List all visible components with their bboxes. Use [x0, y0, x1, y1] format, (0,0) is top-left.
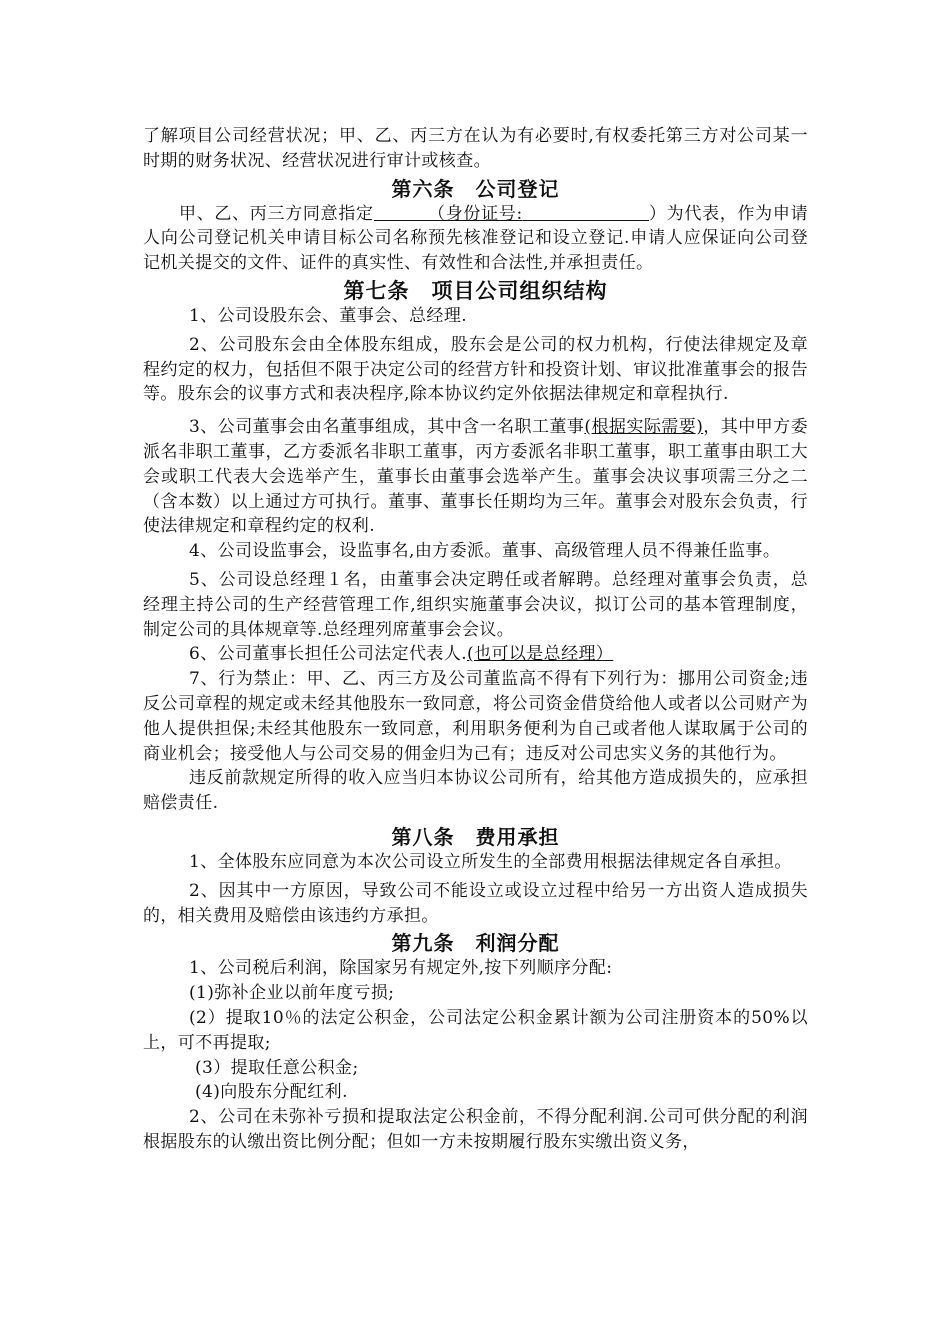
- article-7-item-8: 违反前款规定所得的收入应当归本协议公司所有，给其他方造成损失的，应承担赔偿责任.: [143, 768, 808, 814]
- article-7-item-7: 7、行为禁止：甲、乙、丙三方及公司董监高不得有下列行为：挪用公司资金;违反公司章程的规定或未经其他股东一致同意，将公司资金借贷给他人或者以公司财产为他人提供担保;未经其他股东一致同意，利用职务便利为自己或者他人谋取属于公司的商业机会；接受他人与公司交易的佣金归为己有；违反对公司忠实义务的其他行为。: [143, 669, 808, 764]
- art6-text-c: ）为代表，作为申请人向公司登记机关申请目标公司名称预先核准登记和设立登记.申请人应保证向公司登记机关提交的文件、证件的真实性、有效性和合法性,并承担责任。: [143, 203, 808, 274]
- art6-text-a: 甲、乙、丙三方同意指定: [179, 203, 374, 224]
- article-8-item-2: 2、因其中一方原因，导致公司不能设立或设立过程中给另一方出资人造成损失的，相关费用及赔偿由该违约方承担。: [143, 880, 808, 926]
- article-7-item-2: 2、公司股东会由全体股东组成，股东会是公司的权力机构，行使法律规定及章程约定的权力，包括但不限于决定公司的经营方针和投资计划、审议批准董事会的报告等。股东会的议事方式和表决程序,除本协议约定外依据法律规定和章程执行.: [143, 334, 808, 405]
- article-9-sub-4: (4)向股东分配红利.: [195, 1082, 348, 1103]
- article-8-item-1: 1、全体股东应同意为本次公司设立所发生的全部费用根据法律规定各自承担。: [189, 851, 792, 872]
- article-7-item-4: 4、公司设监事会，设监事名,由方委派。董事、高级管理人员不得兼任监事。: [189, 541, 781, 562]
- document-body: [143, 124, 808, 1155]
- article-9-item-2: 2、公司在未弥补亏损和提取法定公积金前，不得分配利润.公司可供分配的利润根据股东的认缴出资比例分配；但如一方未按期履行股东实缴出资义务，: [143, 1107, 808, 1152]
- article-7-item-3: [143, 415, 808, 539]
- article-9-sub-3: (3）提取任意公积金;: [195, 1057, 359, 1078]
- article-6-heading: 第六条 公司登记: [391, 176, 560, 201]
- article-9-sub-2: (2）提取10％的法定公积金，公司法定公积金累计额为公司注册资本的50%以上，可不再提取;: [143, 1007, 808, 1053]
- intro-paragraph: 了解项目公司经营状况；甲、乙、丙三方在认为有必要时,有权委托第三方对公司某一时期的财务状况、经营状况进行审计或核查。: [143, 126, 808, 171]
- article-9-heading: 第九条 利润分配: [391, 931, 560, 956]
- article-7-item-5: 5、公司设总经理１名，由董事会决定聘任或者解聘。总经理对董事会负责，总经理主持公司的生产经营管理工作,组织实施董事会决议，拟订公司的基本管理制度，制定公司的具体规章等.总经理列席董事会会议。: [143, 569, 808, 640]
- art7-i3-underlined-note: (根据实际需要): [584, 417, 704, 438]
- article-7-heading: 第七条 项目公司组织结构: [343, 278, 608, 303]
- article-9-sub-1: (1)弥补企业以前年度亏损;: [189, 983, 395, 1004]
- art7-i6-underlined-note: (也可以是总经理）: [467, 644, 614, 665]
- art7-i3-text-a: 3、公司董事会由名董事组成，其中含一名职工董事: [189, 417, 585, 438]
- article-8-heading: 第八条 费用承担: [391, 824, 560, 849]
- article-9-item-1: 1、公司税后利润，除国家另有规定外,按下列顺序分配:: [189, 958, 613, 979]
- art7-i3-text-b: ，其中甲方委派名非职工董事，乙方委派名非职工董事，丙方委派名非职工董事，职工董事由职工大会或职工代表大会选举产生，董事长由董事会选举产生。董事会决议事项需三分之二（含本数）以上通过方可执行。董事、董事长任期均为三年。董事会对股东会负责，行使法律规定和章程约定的权利.: [143, 417, 809, 537]
- article-7-item-6: [143, 642, 808, 667]
- article-6-paragraph: [143, 202, 808, 276]
- art7-i6-text-a: 6、公司董事长担任公司法定代表人.: [189, 644, 468, 665]
- article-7-item-1: 1、公司设股东会、董事会、总经理.: [189, 305, 468, 326]
- art6-text-b: （身份证号:: [427, 203, 523, 224]
- id-number-blank: [523, 203, 649, 221]
- representative-name-blank: [374, 203, 428, 221]
